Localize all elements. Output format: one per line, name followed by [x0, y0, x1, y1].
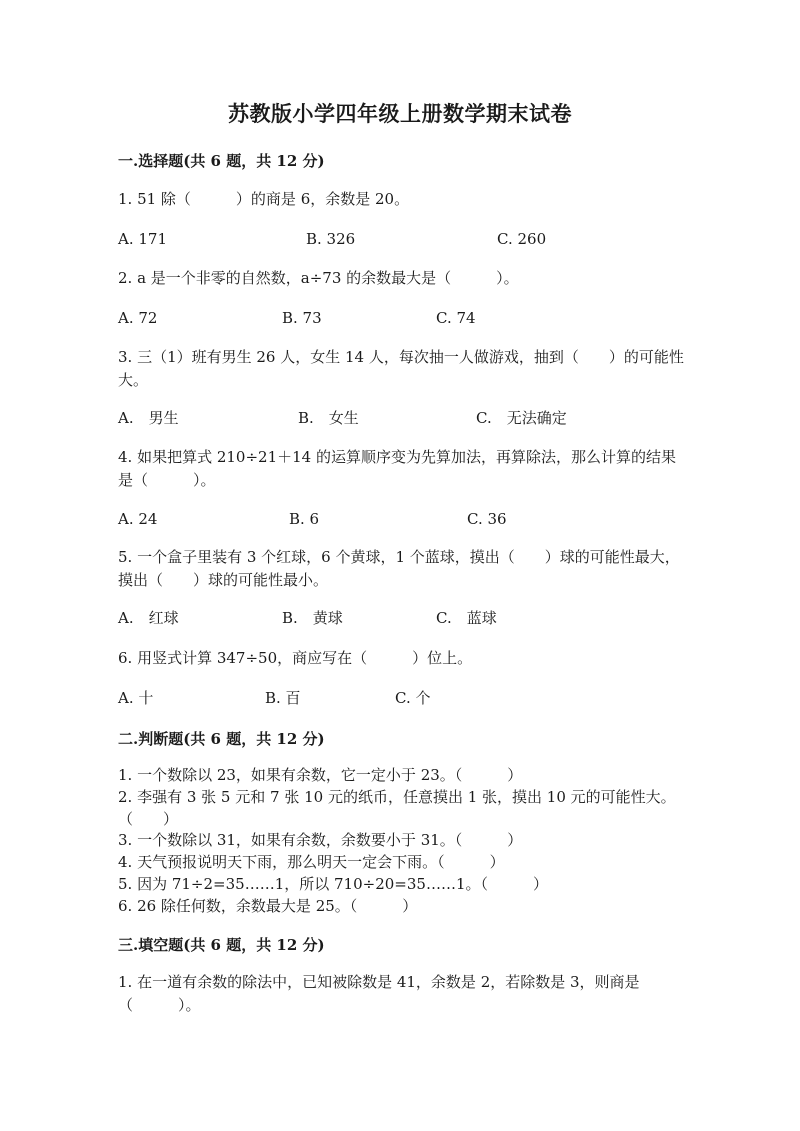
- question-2-option-c: C. 74: [436, 309, 476, 327]
- question-6-option-b: B. 百: [265, 689, 301, 707]
- section-heading-fill-blank: 三.填空题(共 6 题，共 12 分): [118, 936, 325, 954]
- question-4-option-b: B. 6: [289, 510, 320, 528]
- page-title: 苏教版小学四年级上册数学期末试卷: [228, 101, 572, 126]
- judgement-item-3: 3. 一个数除以 31，如果有余数，余数要小于 31。（ ）: [118, 831, 523, 849]
- judgement-item-2: 2. 李强有 3 张 5 元和 7 张 10 元的纸币，任意摸出 1 张，摸出 10 元的可能性大。 （ ）: [118, 788, 699, 828]
- question-4: 4. 如果把算式 210÷21＋14 的运算顺序变为先算加法，再算除法，那么计算的结果是（ ）。: [118, 448, 676, 489]
- question-1: 1. 51 除（ ）的商是 6，余数是 20。: [118, 190, 410, 208]
- section-heading-choice: 一.选择题(共 6 题，共 12 分): [118, 152, 325, 170]
- question-5-option-b: B. 黄球: [282, 609, 343, 627]
- section-heading-judgement: 二.判断题(共 6 题，共 12 分): [118, 730, 325, 748]
- question-3-option-c: C. 无法确定: [476, 409, 567, 427]
- judgement-item-6: 6. 26 除任何数，余数最大是 25。（ ）: [118, 897, 418, 915]
- question-6-option-c: C. 个: [395, 689, 431, 707]
- fill-blank-item-1: 1. 在一道有余数的除法中，已知被除数是 41，余数是 2，若除数是 3，则商是（ ）。: [118, 973, 640, 1014]
- question-4-option-a: A. 24: [118, 510, 158, 528]
- question-2: 2. a 是一个非零的自然数，a÷73 的余数最大是（ ）。: [118, 269, 519, 287]
- question-1-option-c: C. 260: [497, 230, 547, 248]
- judgement-item-1: 1. 一个数除以 23，如果有余数，它一定小于 23。（ ）: [118, 766, 523, 784]
- question-6: 6. 用竖式计算 347÷50，商应写在（ ）位上。: [118, 649, 473, 667]
- question-5: 5. 一个盒子里装有 3 个红球，6 个黄球，1 个蓝球，摸出（ ）球的可能性最大，摸出（ ）球的可能性最小。: [118, 548, 680, 589]
- judgement-item-5: 5. 因为 71÷2=35……1，所以 710÷20=35……1。（ ）: [118, 875, 548, 893]
- question-5-option-a: A. 红球: [118, 609, 179, 627]
- question-2-option-a: A. 72: [118, 309, 158, 327]
- question-3: 3. 三（1）班有男生 26 人，女生 14 人，每次抽一人做游戏，抽到（ ）的可能性大。: [118, 348, 684, 389]
- question-2-option-b: B. 73: [282, 309, 322, 327]
- question-1-option-b: B. 326: [306, 230, 356, 248]
- question-4-option-c: C. 36: [467, 510, 507, 528]
- question-1-option-a: A. 171: [118, 230, 167, 248]
- question-3-option-a: A. 男生: [118, 409, 179, 427]
- judgement-item-4: 4. 天气预报说明天下雨，那么明天一定会下雨。（ ）: [118, 853, 505, 871]
- question-5-option-c: C. 蓝球: [436, 609, 497, 627]
- question-6-option-a: A. 十: [118, 689, 154, 707]
- question-3-option-b: B. 女生: [298, 409, 359, 427]
